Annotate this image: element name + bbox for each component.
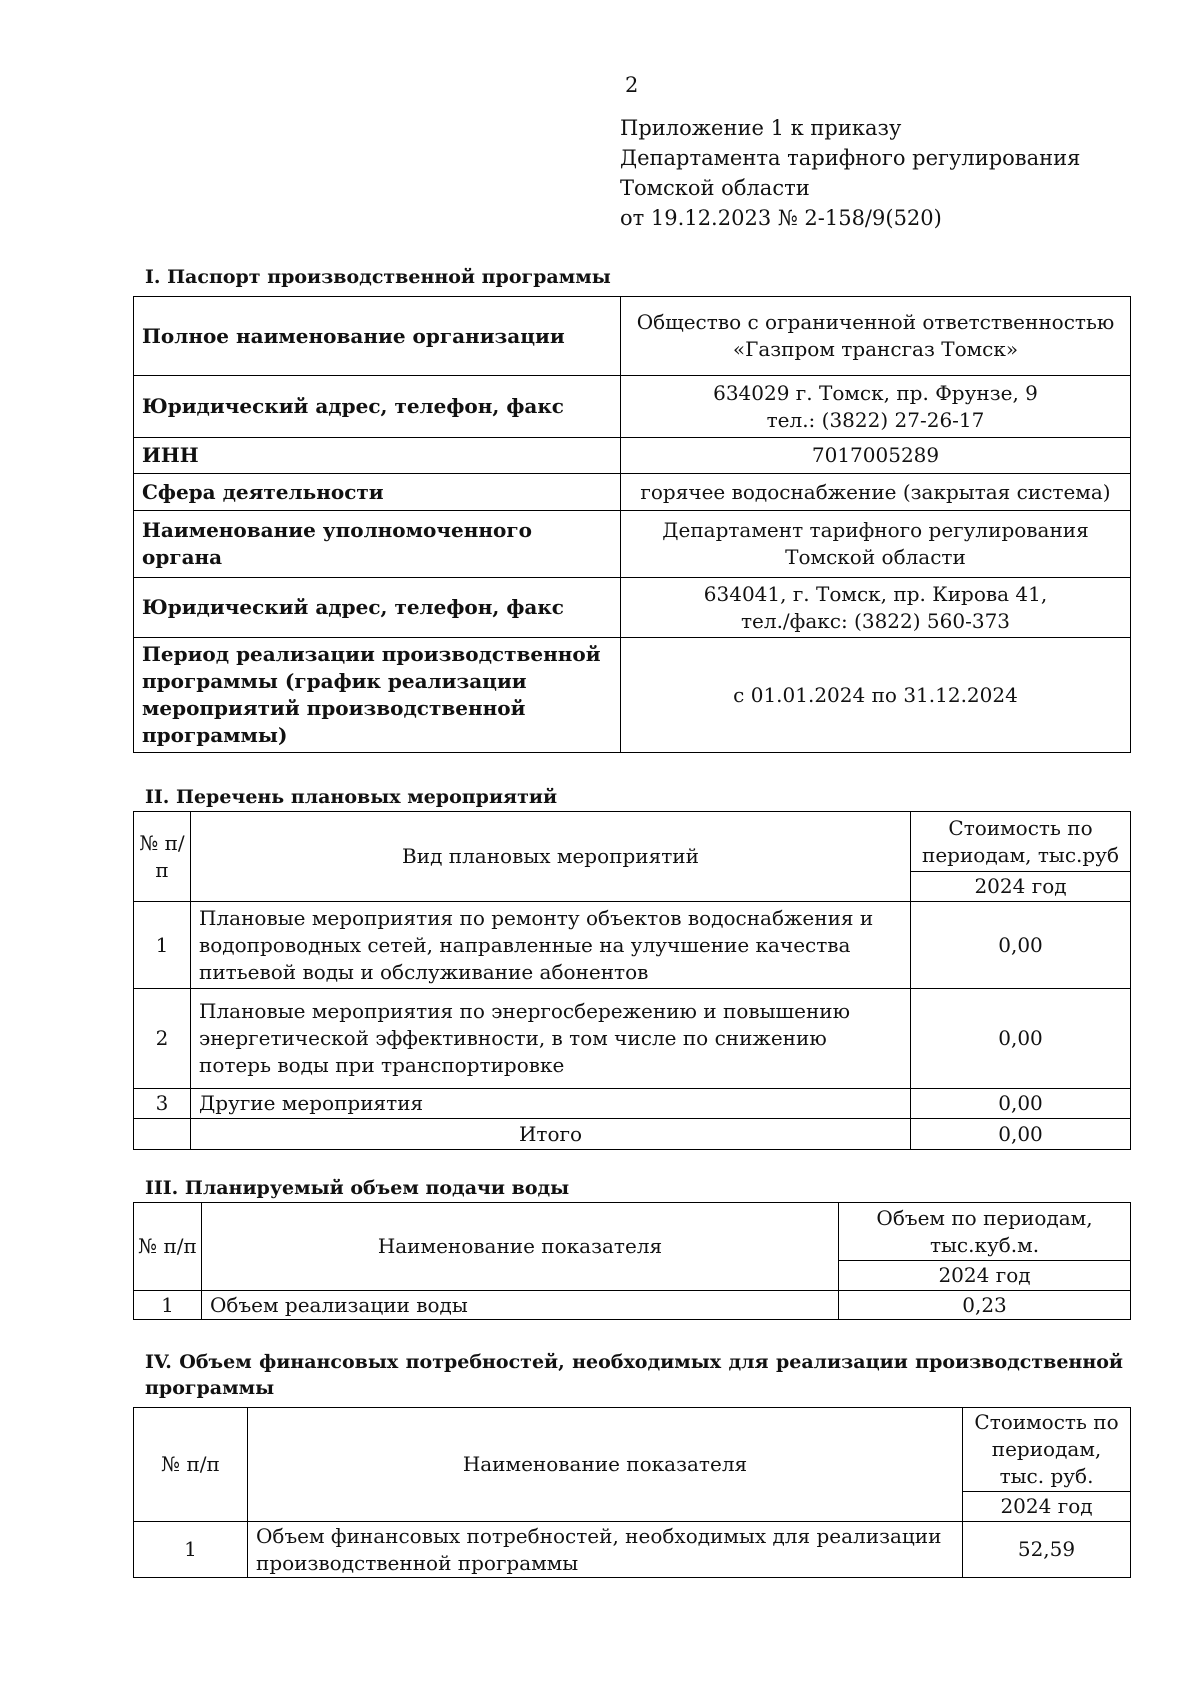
cell-cost: 0,00: [911, 1089, 1131, 1119]
cell-value: 52,59: [963, 1522, 1131, 1578]
appendix-line: от 19.12.2023 № 2-158/9(520): [620, 206, 942, 230]
cell-cost: 0,00: [911, 902, 1131, 989]
table-row: [134, 511, 1131, 578]
row-value-line: тел./факс: (3822) 560-373: [740, 608, 1011, 633]
section3-title: III. Планируемый объем подачи воды: [145, 1177, 570, 1199]
col-header-name: Наименование показателя: [248, 1408, 963, 1522]
col-header-volume: Объем по периодам, тыс.куб.м.: [839, 1203, 1131, 1261]
table-total-row: [134, 1119, 1131, 1150]
table-row: [134, 297, 1131, 376]
table-header-row: [134, 1408, 1131, 1492]
row-value-line: «Газпром трансгаз Томск»: [732, 337, 1019, 361]
section4-title: IV. Объем финансовых потребностей, необходимых для реализации производственной программы: [145, 1351, 1123, 1399]
col-header-year: 2024 год: [963, 1492, 1131, 1522]
cell-name: Плановые мероприятия по энергосбережению и повышению энергетической эффективности, в том числе по снижению потерь воды при транспортировке: [191, 989, 911, 1089]
table-row: [134, 438, 1131, 474]
appendix-line: Томской области: [620, 176, 810, 200]
row-label: Период реализации производственной программы (график реализации мероприятий производственной программы): [134, 638, 621, 753]
row-value-line: Департамент тарифного регулирования: [662, 518, 1089, 542]
col-header-num: № п/п: [134, 1408, 248, 1522]
cell-num: 3: [134, 1089, 191, 1119]
row-label: Юридический адрес, телефон, факс: [134, 376, 621, 438]
table-row: [134, 1522, 1131, 1578]
row-value-line: тел.: (3822) 27-26-17: [766, 407, 985, 432]
volume-table: [133, 1202, 1131, 1320]
col-header-year: 2024 год: [839, 1261, 1131, 1291]
measures-table: [133, 811, 1131, 1150]
table-row: [134, 474, 1131, 511]
row-label: Юридический адрес, телефон, факс: [134, 578, 621, 638]
appendix-line: Приложение 1 к приказу: [620, 116, 902, 140]
row-value: с 01.01.2024 по 31.12.2024: [621, 638, 1131, 753]
cell-name: Другие мероприятия: [191, 1089, 911, 1119]
finance-table: [133, 1407, 1131, 1578]
page-number: 2: [625, 73, 639, 97]
row-value-line: Томской области: [785, 545, 966, 569]
table-row: [134, 989, 1131, 1089]
table-row: [134, 1291, 1131, 1320]
col-header-num: № п/п: [134, 1203, 202, 1291]
cell-value: 0,23: [839, 1291, 1131, 1320]
section2-title: II. Перечень плановых мероприятий: [145, 786, 558, 808]
row-value-line: Общество с ограниченной ответственностью: [636, 310, 1115, 334]
row-label: Сфера деятельности: [134, 474, 621, 511]
row-value: горячее водоснабжение (закрытая система): [621, 474, 1131, 511]
col-header-name: Вид плановых мероприятий: [191, 812, 911, 902]
total-cost: 0,00: [911, 1119, 1131, 1150]
row-value: [621, 511, 1131, 578]
total-label: Итого: [191, 1119, 911, 1150]
row-value: [621, 376, 1131, 438]
table-header-row: [134, 812, 1131, 872]
cell-num: 1: [134, 1291, 202, 1320]
row-value-line: 634041, г. Томск, пр. Кирова 41,: [703, 581, 1048, 606]
cell-name: Плановые мероприятия по ремонту объектов водоснабжения и водопроводных сетей, направленные на улучшение качества питьевой воды и обслуживание абонентов: [191, 902, 911, 989]
table-row: [134, 1089, 1131, 1119]
row-value: 7017005289: [621, 438, 1131, 474]
cell-empty: [134, 1119, 191, 1150]
cell-num: 2: [134, 989, 191, 1089]
cell-num: 1: [134, 902, 191, 989]
row-value: [621, 578, 1131, 638]
table-row: [134, 376, 1131, 438]
row-label: Полное наименование организации: [134, 297, 621, 376]
cell-num: 1: [134, 1522, 248, 1578]
table-row: [134, 902, 1131, 989]
col-header-cost: Стоимость по периодам, тыс. руб.: [963, 1408, 1131, 1492]
row-value-line: 634029 г. Томск, пр. Фрунзе, 9: [713, 380, 1038, 405]
appendix-line: Департамента тарифного регулирования: [620, 146, 1081, 170]
col-header-cost: Стоимость по периодам, тыс.руб: [911, 812, 1131, 872]
table-row: [134, 638, 1131, 753]
cell-name: Объем финансовых потребностей, необходимых для реализации производственной программы: [248, 1522, 963, 1578]
col-header-num: № п/п: [134, 812, 191, 902]
col-header-name: Наименование показателя: [202, 1203, 839, 1291]
section1-title: I. Паспорт производственной программы: [145, 266, 611, 288]
cell-cost: 0,00: [911, 989, 1131, 1089]
table-row: [134, 578, 1131, 638]
row-label: Наименование уполномоченного органа: [134, 511, 621, 578]
col-header-year: 2024 год: [911, 872, 1131, 902]
row-value: [621, 297, 1131, 376]
row-label: ИНН: [134, 438, 621, 474]
passport-table: [133, 296, 1131, 753]
table-header-row: [134, 1203, 1131, 1261]
cell-name: Объем реализации воды: [202, 1291, 839, 1320]
appendix-block: [620, 113, 1080, 233]
